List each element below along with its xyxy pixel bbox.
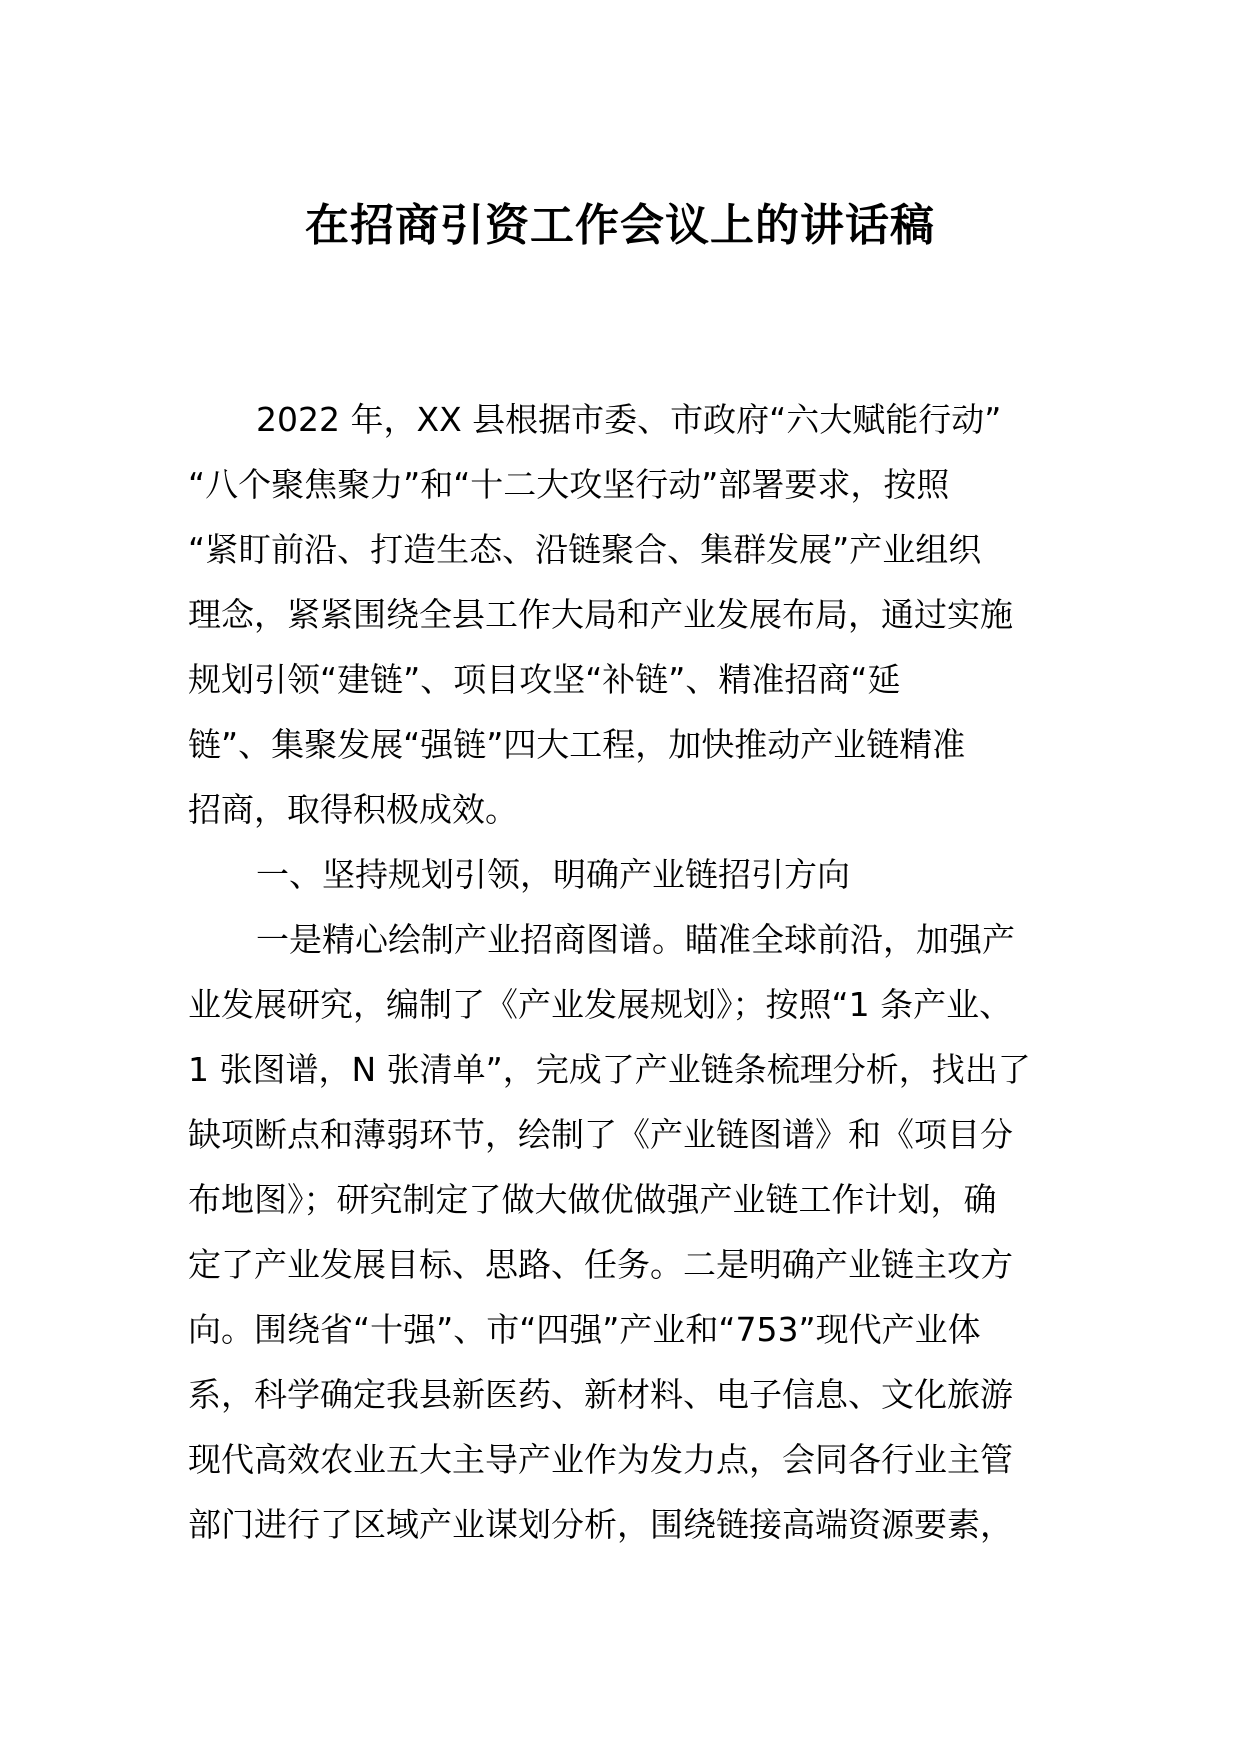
paragraph-line: 向。围绕省“十强”、市“四强”产业和“753”现代产业体	[188, 1310, 981, 1349]
paragraph-line: “紧盯前沿、打造生态、沿链聚合、集群发展”产业组织	[188, 530, 982, 569]
paragraph-line: 链”、集聚发展“强链”四大工程，加快推动产业链精准	[188, 725, 966, 764]
section-heading: 一、坚持规划引领，明确产业链招引方向	[256, 855, 850, 894]
paragraph-line: 现代高效农业五大主导产业作为发力点，会同各行业主管	[188, 1440, 1013, 1479]
paragraph-line: 定了产业发展目标、思路、任务。二是明确产业链主攻方	[188, 1245, 1013, 1284]
paragraph-line: 布地图》；研究制定了做大做优做强产业链工作计划，确	[188, 1180, 997, 1219]
paragraph-line: 业发展研究，编制了《产业发展规划》；按照“1 条产业、	[188, 985, 1013, 1024]
document-body	[188, 387, 1058, 1557]
paragraph-line: 1 张图谱，N 张清单”，完成了产业链条梳理分析，找出了	[188, 1050, 1031, 1089]
paragraph-line: 理念，紧紧围绕全县工作大局和产业发展布局，通过实施	[188, 595, 1013, 634]
paragraph-line: 系，科学确定我县新医药、新材料、电子信息、文化旅游	[188, 1375, 1013, 1414]
paragraph-line: 2022 年，XX 县根据市委、市政府“六大赋能行动”	[256, 400, 1002, 439]
paragraph-line: 缺项断点和薄弱环节，绘制了《产业链图谱》和《项目分	[188, 1115, 1013, 1154]
paragraph-line: 规划引领“建链”、项目攻坚“补链”、精准招商“延	[188, 660, 901, 699]
paragraph-line: 一是精心绘制产业招商图谱。瞄准全球前沿，加强产	[256, 920, 1015, 959]
document-title: 在招商引资工作会议上的讲话稿	[305, 200, 935, 251]
paragraph-line: 招商，取得积极成效。	[188, 790, 518, 829]
paragraph-line: “八个聚焦聚力”和“十二大攻坚行动”部署要求，按照	[188, 465, 950, 504]
paragraph-line: 部门进行了区域产业谋划分析，围绕链接高端资源要素，	[188, 1505, 1013, 1544]
